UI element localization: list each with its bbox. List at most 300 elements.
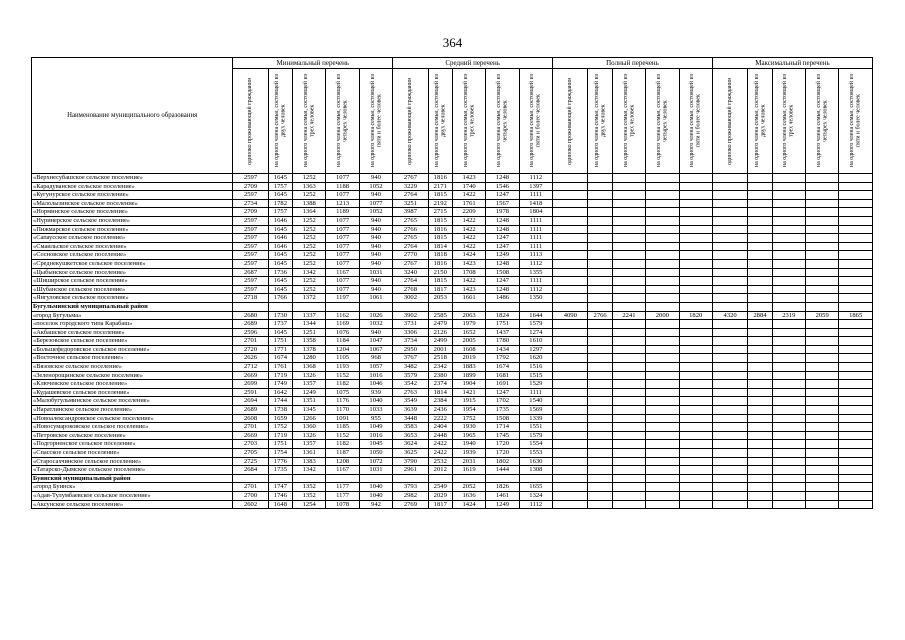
value-cell: 1045 xyxy=(359,440,392,449)
value-cell: 1049 xyxy=(359,423,392,432)
value-cell xyxy=(428,302,452,311)
value-cell: 1434 xyxy=(486,345,519,354)
value-cell xyxy=(588,320,612,329)
value-cell: 1740 xyxy=(452,182,485,191)
value-cell xyxy=(268,474,292,483)
value-cell xyxy=(612,440,645,449)
table-row xyxy=(32,457,873,466)
value-cell xyxy=(839,268,873,277)
value-cell xyxy=(748,225,772,234)
value-cell xyxy=(748,449,772,458)
value-cell: 1661 xyxy=(452,294,485,303)
value-cell xyxy=(588,225,612,234)
value-cell: 1077 xyxy=(326,285,359,294)
table-row xyxy=(32,208,873,217)
value-cell: 1674 xyxy=(268,354,292,363)
value-cell xyxy=(805,466,838,475)
value-cell xyxy=(553,285,588,294)
value-cell xyxy=(612,234,645,243)
value-cell xyxy=(519,474,552,483)
value-cell xyxy=(679,225,712,234)
table-row xyxy=(32,294,873,303)
value-cell xyxy=(805,259,838,268)
value-cell xyxy=(679,440,712,449)
value-cell: 2766 xyxy=(588,311,612,320)
value-cell: 1247 xyxy=(486,277,519,286)
value-cell xyxy=(839,234,873,243)
value-cell xyxy=(679,449,712,458)
value-cell: 1608 xyxy=(452,345,485,354)
value-cell: 1815 xyxy=(428,234,452,243)
value-cell xyxy=(646,277,679,286)
value-cell: 1077 xyxy=(326,251,359,260)
value-cell: 1252 xyxy=(293,191,326,200)
value-cell xyxy=(612,423,645,432)
value-cell: 1681 xyxy=(486,371,519,380)
page-number: 364 xyxy=(442,35,463,50)
value-cell: 1817 xyxy=(428,285,452,294)
value-cell xyxy=(805,268,838,277)
value-cell xyxy=(588,449,612,458)
value-cell: 1899 xyxy=(452,371,485,380)
value-cell xyxy=(712,320,747,329)
value-cell xyxy=(553,294,588,303)
value-cell: 2126 xyxy=(428,328,452,337)
value-cell: 2053 xyxy=(428,294,452,303)
value-cell: 2701 xyxy=(233,483,268,492)
value-cell: 1865 xyxy=(839,311,873,320)
municipality-name: «город Бугульма» xyxy=(32,311,233,320)
value-cell xyxy=(839,440,873,449)
value-cell: 1397 xyxy=(519,182,552,191)
value-cell: 2499 xyxy=(428,337,452,346)
table-row xyxy=(32,277,873,286)
value-cell xyxy=(772,268,805,277)
value-cell: 3902 xyxy=(393,311,428,320)
value-cell xyxy=(612,371,645,380)
value-cell: 3793 xyxy=(393,483,428,492)
value-cell: 2709 xyxy=(233,182,268,191)
table-row xyxy=(32,216,873,225)
value-cell xyxy=(748,268,772,277)
value-cell: 2767 xyxy=(393,174,428,183)
value-cell xyxy=(839,363,873,372)
value-cell: 1646 xyxy=(268,242,292,251)
table-row xyxy=(32,500,873,509)
value-cell: 1251 xyxy=(293,328,326,337)
value-cell xyxy=(646,294,679,303)
value-cell xyxy=(612,285,645,294)
value-cell xyxy=(486,474,519,483)
value-cell xyxy=(588,191,612,200)
value-cell xyxy=(588,491,612,500)
value-cell xyxy=(839,423,873,432)
value-cell xyxy=(712,414,747,423)
subcolumn-header xyxy=(772,69,805,174)
value-cell xyxy=(748,191,772,200)
value-cell xyxy=(772,242,805,251)
value-cell xyxy=(712,294,747,303)
value-cell: 1720 xyxy=(486,449,519,458)
value-cell xyxy=(588,457,612,466)
value-cell: 4320 xyxy=(712,311,747,320)
value-cell xyxy=(553,500,588,509)
value-cell: 2001 xyxy=(428,345,452,354)
value-cell xyxy=(612,199,645,208)
value-cell xyxy=(772,216,805,225)
value-cell xyxy=(679,216,712,225)
value-cell: 1421 xyxy=(452,388,485,397)
value-cell xyxy=(646,174,679,183)
value-cell xyxy=(772,182,805,191)
value-cell xyxy=(772,225,805,234)
subcolumn-header xyxy=(588,69,612,174)
value-cell: 1111 xyxy=(519,216,552,225)
value-cell: 1752 xyxy=(268,423,292,432)
value-cell xyxy=(553,191,588,200)
municipality-name: «Нуринерское сельское поселение» xyxy=(32,216,233,225)
value-cell: 1719 xyxy=(268,371,292,380)
value-cell xyxy=(612,216,645,225)
value-cell: 2597 xyxy=(233,242,268,251)
value-cell xyxy=(805,388,838,397)
value-cell: 2718 xyxy=(233,294,268,303)
value-cell xyxy=(646,414,679,423)
municipality-name: «Сапаусское сельское поселение» xyxy=(32,234,233,243)
value-cell: 1745 xyxy=(486,431,519,440)
table-row xyxy=(32,285,873,294)
value-cell: 2597 xyxy=(233,251,268,260)
value-cell: 3482 xyxy=(393,363,428,372)
value-cell: 2725 xyxy=(233,457,268,466)
value-cell xyxy=(772,491,805,500)
table-row xyxy=(32,345,873,354)
value-cell: 2597 xyxy=(233,225,268,234)
value-cell xyxy=(588,474,612,483)
value-cell: 1208 xyxy=(326,457,359,466)
table-row xyxy=(32,491,873,500)
subcolumn-header-label: на одного члена семьи, состоящей из четырех человек xyxy=(655,74,669,168)
value-cell xyxy=(679,320,712,329)
value-cell xyxy=(839,406,873,415)
value-cell xyxy=(612,414,645,423)
municipality-name: «Карадуванское сельское поселение» xyxy=(32,182,233,191)
value-cell xyxy=(679,345,712,354)
value-cell xyxy=(553,440,588,449)
value-cell: 1529 xyxy=(519,380,552,389)
value-cell xyxy=(679,208,712,217)
value-cell xyxy=(679,268,712,277)
value-cell: 1816 xyxy=(428,225,452,234)
value-cell: 1254 xyxy=(293,500,326,509)
table-row xyxy=(32,423,873,432)
value-cell xyxy=(839,242,873,251)
value-cell xyxy=(805,302,838,311)
value-cell xyxy=(712,251,747,260)
value-cell: 2319 xyxy=(772,311,805,320)
value-cell: 1816 xyxy=(428,174,452,183)
value-cell xyxy=(612,491,645,500)
value-cell: 3542 xyxy=(393,380,428,389)
value-cell: 1213 xyxy=(326,199,359,208)
value-cell xyxy=(679,337,712,346)
value-cell xyxy=(646,491,679,500)
value-cell xyxy=(772,406,805,415)
value-cell: 1659 xyxy=(268,414,292,423)
value-cell xyxy=(712,449,747,458)
value-cell xyxy=(612,354,645,363)
value-cell xyxy=(712,397,747,406)
value-cell: 1337 xyxy=(293,311,326,320)
value-cell xyxy=(588,483,612,492)
value-cell xyxy=(839,174,873,183)
value-cell: 1078 xyxy=(326,500,359,509)
value-cell: 1719 xyxy=(268,431,292,440)
value-cell: 955 xyxy=(359,414,392,423)
value-cell xyxy=(805,242,838,251)
value-cell xyxy=(712,388,747,397)
value-cell xyxy=(748,500,772,509)
value-cell xyxy=(646,500,679,509)
value-cell xyxy=(679,423,712,432)
value-cell: 1167 xyxy=(326,466,359,475)
value-cell: 1357 xyxy=(293,440,326,449)
table-row xyxy=(32,371,873,380)
value-cell: 1486 xyxy=(486,294,519,303)
value-cell xyxy=(553,242,588,251)
value-cell: 2063 xyxy=(452,311,485,320)
value-cell xyxy=(772,363,805,372)
value-cell: 1776 xyxy=(268,457,292,466)
value-cell xyxy=(588,440,612,449)
value-cell xyxy=(679,302,712,311)
value-cell: 2422 xyxy=(428,440,452,449)
value-cell xyxy=(612,406,645,415)
table-row xyxy=(32,354,873,363)
value-cell xyxy=(805,483,838,492)
value-cell: 942 xyxy=(359,500,392,509)
value-cell xyxy=(612,259,645,268)
value-cell xyxy=(326,474,359,483)
value-cell xyxy=(839,208,873,217)
value-cell: 1424 xyxy=(452,500,485,509)
value-cell: 1252 xyxy=(293,259,326,268)
value-cell xyxy=(679,182,712,191)
value-cell: 1352 xyxy=(293,491,326,500)
value-cell xyxy=(553,406,588,415)
value-cell: 1915 xyxy=(452,397,485,406)
value-cell xyxy=(805,500,838,509)
value-cell xyxy=(646,234,679,243)
value-cell: 1554 xyxy=(519,440,552,449)
group-header-maximum: Максимальный перечень xyxy=(712,58,872,69)
value-cell: 3731 xyxy=(393,320,428,329)
value-cell: 1461 xyxy=(486,491,519,500)
value-cell xyxy=(612,242,645,251)
value-cell: 2031 xyxy=(452,457,485,466)
value-cell xyxy=(712,363,747,372)
value-cell xyxy=(748,208,772,217)
value-cell xyxy=(588,294,612,303)
table-row xyxy=(32,431,873,440)
value-cell: 1418 xyxy=(519,199,552,208)
value-cell: 2591 xyxy=(233,388,268,397)
value-cell: 1032 xyxy=(359,320,392,329)
value-cell xyxy=(486,302,519,311)
value-cell xyxy=(679,251,712,260)
value-cell xyxy=(679,199,712,208)
value-cell: 1820 xyxy=(679,311,712,320)
municipality-name: «Среднекушкетское сельское поселение» xyxy=(32,259,233,268)
value-cell: 3734 xyxy=(393,337,428,346)
value-cell: 1057 xyxy=(359,363,392,372)
value-cell xyxy=(748,277,772,286)
value-cell: 1111 xyxy=(519,191,552,200)
municipality-name: «Аксунское сельское поселение» xyxy=(32,500,233,509)
value-cell xyxy=(553,491,588,500)
value-cell: 1749 xyxy=(268,380,292,389)
value-cell xyxy=(646,191,679,200)
value-cell xyxy=(646,440,679,449)
value-cell: 1546 xyxy=(486,182,519,191)
value-cell xyxy=(646,457,679,466)
value-cell: 1620 xyxy=(519,354,552,363)
value-cell xyxy=(553,388,588,397)
value-cell xyxy=(588,337,612,346)
value-cell: 1423 xyxy=(452,174,485,183)
value-cell: 2712 xyxy=(233,363,268,372)
value-cell xyxy=(748,388,772,397)
value-cell: 1352 xyxy=(293,483,326,492)
value-cell: 1033 xyxy=(359,406,392,415)
value-cell xyxy=(772,449,805,458)
value-cell xyxy=(712,242,747,251)
value-cell: 1047 xyxy=(359,337,392,346)
value-cell xyxy=(805,491,838,500)
value-cell xyxy=(748,285,772,294)
value-cell: 2374 xyxy=(428,380,452,389)
value-cell xyxy=(612,174,645,183)
value-cell xyxy=(839,491,873,500)
value-cell xyxy=(679,354,712,363)
value-cell xyxy=(712,208,747,217)
value-cell: 1540 xyxy=(519,397,552,406)
subcolumn-header xyxy=(359,69,392,174)
value-cell xyxy=(748,294,772,303)
value-cell xyxy=(772,440,805,449)
value-cell xyxy=(712,191,747,200)
value-cell xyxy=(712,337,747,346)
value-cell xyxy=(772,397,805,406)
value-cell xyxy=(839,449,873,458)
value-cell: 1077 xyxy=(326,174,359,183)
value-cell: 1112 xyxy=(519,259,552,268)
municipality-name: «Норминское сельское поселение» xyxy=(32,208,233,217)
value-cell xyxy=(748,440,772,449)
value-cell xyxy=(839,294,873,303)
value-cell: 1112 xyxy=(519,285,552,294)
municipality-name: «Большефедоровское сельское поселение» xyxy=(32,345,233,354)
value-cell: 2608 xyxy=(233,414,268,423)
subsistence-minimum-table xyxy=(31,57,873,509)
value-cell: 1761 xyxy=(268,363,292,372)
value-cell: 1761 xyxy=(452,199,485,208)
value-cell: 940 xyxy=(359,277,392,286)
value-cell xyxy=(612,449,645,458)
value-cell: 1508 xyxy=(486,268,519,277)
value-cell xyxy=(839,483,873,492)
value-cell xyxy=(712,182,747,191)
subcolumn-header-label: на одного члена семьи, состоящей из пяти и более человек xyxy=(529,74,542,168)
value-cell xyxy=(588,354,612,363)
municipality-name: «Смаильское сельское поселение» xyxy=(32,242,233,251)
value-cell xyxy=(712,491,747,500)
value-cell: 1444 xyxy=(486,466,519,475)
subcolumn-header-label: на одного члена семьи, состоящей из двух человек xyxy=(593,74,607,168)
value-cell xyxy=(612,277,645,286)
municipality-name: «Новосумароковское сельское поселение» xyxy=(32,423,233,432)
municipality-name: «Новоалександровское сельское поселение» xyxy=(32,414,233,423)
value-cell xyxy=(612,320,645,329)
value-cell: 1751 xyxy=(486,320,519,329)
value-cell: 1182 xyxy=(326,380,359,389)
value-cell xyxy=(748,491,772,500)
value-cell xyxy=(712,474,747,483)
municipality-name: «Малобугульминское сельское поселение» xyxy=(32,397,233,406)
municipality-name: «Спасское сельское поселение» xyxy=(32,449,233,458)
value-cell: 2669 xyxy=(233,371,268,380)
value-cell: 1422 xyxy=(452,234,485,243)
value-cell: 1757 xyxy=(268,208,292,217)
group-header-full: Полный перечень xyxy=(553,58,713,69)
value-cell: 1383 xyxy=(293,457,326,466)
value-cell: 1052 xyxy=(359,208,392,217)
value-cell: 2950 xyxy=(393,345,428,354)
value-cell xyxy=(679,371,712,380)
value-cell xyxy=(805,414,838,423)
value-cell xyxy=(612,225,645,234)
table-row xyxy=(32,388,873,397)
value-cell xyxy=(553,457,588,466)
value-cell xyxy=(748,199,772,208)
value-cell: 1076 xyxy=(326,328,359,337)
value-cell xyxy=(612,474,645,483)
value-cell xyxy=(679,363,712,372)
value-cell: 1345 xyxy=(293,406,326,415)
municipality-name: «Ключевское сельское поселение» xyxy=(32,380,233,389)
subcolumn-header-label: на одного члена семьи, состоящей из трех человек xyxy=(302,74,316,168)
value-cell: 940 xyxy=(359,259,392,268)
subcolumn-header xyxy=(553,69,588,174)
value-cell: 2680 xyxy=(233,311,268,320)
value-cell xyxy=(553,449,588,458)
value-cell: 939 xyxy=(359,388,392,397)
table-row xyxy=(32,268,873,277)
value-cell xyxy=(553,380,588,389)
value-cell xyxy=(748,371,772,380)
value-cell xyxy=(712,174,747,183)
value-cell: 1645 xyxy=(268,174,292,183)
value-cell xyxy=(839,302,873,311)
value-cell xyxy=(553,182,588,191)
value-cell xyxy=(748,242,772,251)
value-cell xyxy=(748,457,772,466)
value-cell xyxy=(393,302,428,311)
value-cell: 2884 xyxy=(748,311,772,320)
value-cell xyxy=(805,457,838,466)
value-cell: 1177 xyxy=(326,483,359,492)
value-cell xyxy=(588,431,612,440)
